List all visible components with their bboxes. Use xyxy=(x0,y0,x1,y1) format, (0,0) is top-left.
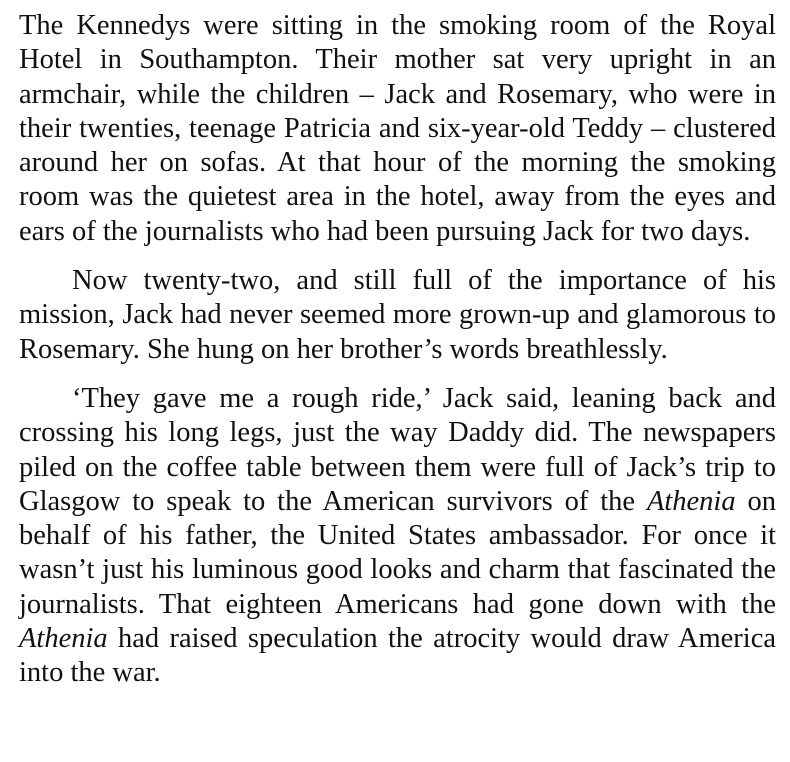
paragraph-1: The Kennedys were sitting in the smoking room of the Royal Hotel in Southampton. Their mother sat very upright in an armchair, while the children – Jack and Rosemary, who were in their twenties, teenage Patricia and six-year-old Teddy – clustered around her on sofas. At that hour of the morning the smoking room was the quietest area in the hotel, away from the eyes and ears of the journalists who had been pursuing Jack for two days. xyxy=(19,10,776,247)
ship-name-athenia-1: Athenia xyxy=(646,485,736,517)
paragraph-3 xyxy=(19,382,776,689)
ship-name-athenia-2: Athenia xyxy=(19,623,108,655)
paragraph-3-text-1: ‘They gave me a rough ride,’ Jack said, leaning back and crossing his long legs, just the way Daddy did. The newspapers piled on the coffee table between them were full of Jack’s trip to Glasgow to speak to the American survivors of the xyxy=(19,382,776,517)
paragraph-3-text-2: on behalf of his father, the United States ambassador. For once it wasn’t just his luminous good looks and charm that fascinated the journalists. That eighteen Americans had gone down with the xyxy=(19,485,776,620)
book-page xyxy=(19,9,776,689)
paragraph-3-text-3: had raised speculation the atrocity would draw America into the war. xyxy=(19,623,776,689)
paragraph-2: Now twenty-two, and still full of the importance of his mission, Jack had never seemed more grown-up and glamorous to Rosemary. She hung on her brother’s words breathlessly. xyxy=(19,265,776,365)
